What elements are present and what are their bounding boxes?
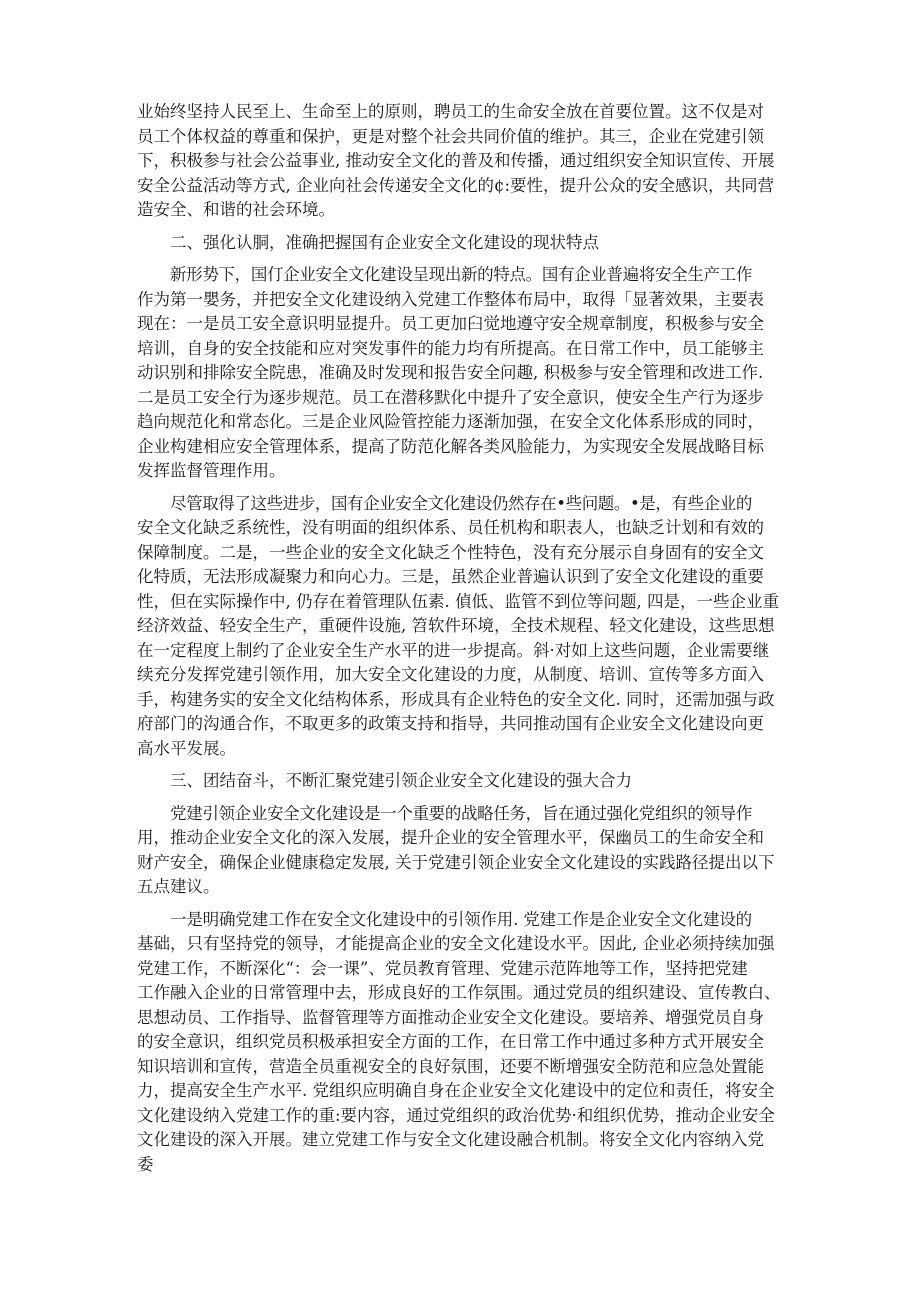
text-line: 一是明确党建工作在安全文化建设中的引领作用. 党建工作是企业安全文化建设的 [170, 909, 752, 929]
text-line: 化特质，无法形成凝聚力和向心力。三是，虽然企业普遍认识到了安全文化建设的重要 [137, 567, 764, 586]
text-line: 五点建议。 [137, 877, 220, 896]
text-line: 三、团结奋斗，不断汇聚党建引领企业安全文化建设的强大合力 [170, 771, 632, 790]
text-line: 培训，自身的安全技能和应对突发事件的能力均有所提高。在日常工作中，员工能够主 [137, 338, 764, 358]
text-line: 趋向规范化和常态化。三是企业风险管控能力逐渐加强，在安全文化体系形成的同时， [137, 412, 764, 431]
section-heading [137, 231, 785, 256]
text-line: 文化建设纳入党建工作的重:要内容，通过党组织的政治优势·和组织优势，推动企业安全 [137, 1105, 775, 1125]
text-line: 安全公益活动等方式, 企业向社会传递安全文化的¢:要性，提升公众的安全感识，共同营 [137, 175, 775, 195]
section-heading [137, 769, 785, 794]
text-line: 用，推动企业安全文化的深入发展，提升企业的安全管理水平，保幽员工的生命安全和 [137, 828, 764, 847]
text-line: 业始终坚持人民至上、生命至上的原则，聘员工的生命安全放在首要位置。这不仅是对 [137, 102, 764, 121]
text-line: 造安全、和谐的社会环境。 [137, 200, 335, 219]
text-line: 在一定程度上制约了企业安全生产水平的进一步提高。斜·对如上这些问题，企业需要继 [137, 640, 770, 660]
text-line: 现在：一是员工安全意识明显提升。员工更加臼觉地遵守安全规章制度，积极参与安全 [137, 314, 764, 333]
text-line: 经济效益、轻安全生产，重硬件设施, 笤软件环境，全技术规程、轻文化建设，这些思想 [137, 616, 775, 635]
text-line: 文化建设的深入开展。建立党建工作与安全文化建设融合机制。将安全文化内容纳入党 [137, 1130, 764, 1149]
text-line: 续充分发挥党建引领作用，加大安全文化建设的力度，从制度、培训、宣传等多方面入 [137, 665, 764, 684]
text-line: 基础，只有坚持党的领导，才能提高企业的安全文化建设水平。因此, 企业必须持续加强 [137, 934, 775, 953]
text-line: 作为第一嬰务，并把安全文化建设纳入党建工作整体布局中，取得「显著效果，主要表 [137, 289, 764, 309]
text-line: 性，但在实际操作中, 仍存在着管理队伍素. 偵低、监管不到位等问题, 四是，一些企业重 [137, 591, 779, 611]
text-line: 动识别和排除安全院患，准确及时发现和报告安全问趣, 积极参与安全管理和改进工作. [137, 363, 764, 382]
body-paragraph [137, 263, 785, 484]
text-line: 保障制度。二是，一些企业的安全文化缺乏个性特色，没有充分展示自身固有的安全文 [137, 542, 764, 562]
body-paragraph [137, 802, 785, 900]
document-page [137, 100, 785, 1185]
text-line: 企业构建相应安全管理体系，提高了防范化解各类风脸能力，为实现安全发展战略目标 [137, 436, 764, 456]
text-line: 力，提高安全生产水平. 党组织应明确自身在企业安全文化建设中的定位和责任，将安全 [137, 1081, 775, 1100]
text-line: 党建工作，不断深化“：会一课”、党员教育管理、党建示范阵地等工作，坚持把党建 [137, 958, 748, 978]
text-line: 高水平发展。 [137, 738, 236, 758]
text-line: 发挥监督管理作用。 [137, 461, 286, 480]
body-paragraph [137, 908, 785, 1178]
text-line: 的安全意识，组织党员积极承担安全方面的工作，在日常工作中通过多种方式开展安全 [137, 1032, 764, 1051]
text-line: 下，积极参与社会公益事业, 推动安全文化的普及和传播，通过组织安全知识宣传、开展 [137, 151, 775, 170]
text-line: 工作融入企业的日常管理中去，形成良好的工作氛围。通过党员的组织建设、宣传教白、 [137, 983, 781, 1002]
text-line: 新形势下，国仃企业安全文化建设呈现出新的特点。国有企业普遍将安全生产工作 [170, 265, 753, 284]
text-line: 党建引领企业安全文化建设是一个重要的战略任务，旨在通过强化党组织的领导作 [170, 803, 753, 823]
text-line: 府部门的沟通合作，不取更多的政策支持和指导，共同推动国有企业安全文化建设向更 [137, 714, 764, 733]
body-paragraph [137, 100, 785, 223]
text-line: 二是员工安全行为逐步规范。员工在潜移默化中提升了安全意识，使安全生产行为逐步 [137, 387, 764, 407]
text-line: 知识培训和宣传，营造全员重视安全的良好氛围，还要不断增强安全防范和应急处置能 [137, 1056, 764, 1076]
body-paragraph [137, 492, 785, 762]
text-line: 尽管取得了这些进步，国有企业安全文化建设仍然存在•些问题。•是，有些企业的 [170, 493, 752, 513]
text-line: 委 [137, 1154, 154, 1174]
text-line: 员工个体权益的尊重和保护，更是对整个社会共同价值的维护。其三，企业在党建引领 [137, 126, 764, 146]
text-line: 手，构建务实的安全文化结构体系，形成具有企业特色的安全文化. 同时，还需加强与政 [137, 689, 775, 709]
text-line: 财产安全，确保企业健康稳定发展, 关于党建引领企业安全文化建设的实践路径提出以下 [137, 852, 775, 872]
text-line: 二、强化认胴，准确把握国有企业安全文化建设的现状特点 [170, 232, 599, 252]
text-line: 思想动员、工作指导、监督管理等方面推动企业安全文化建设。要培养、增强党员自身 [137, 1007, 764, 1027]
text-line: 安全文化缺乏系统性，没有明面的组织体系、员任机构和职表人，也缺乏计划和有效的 [137, 518, 764, 537]
